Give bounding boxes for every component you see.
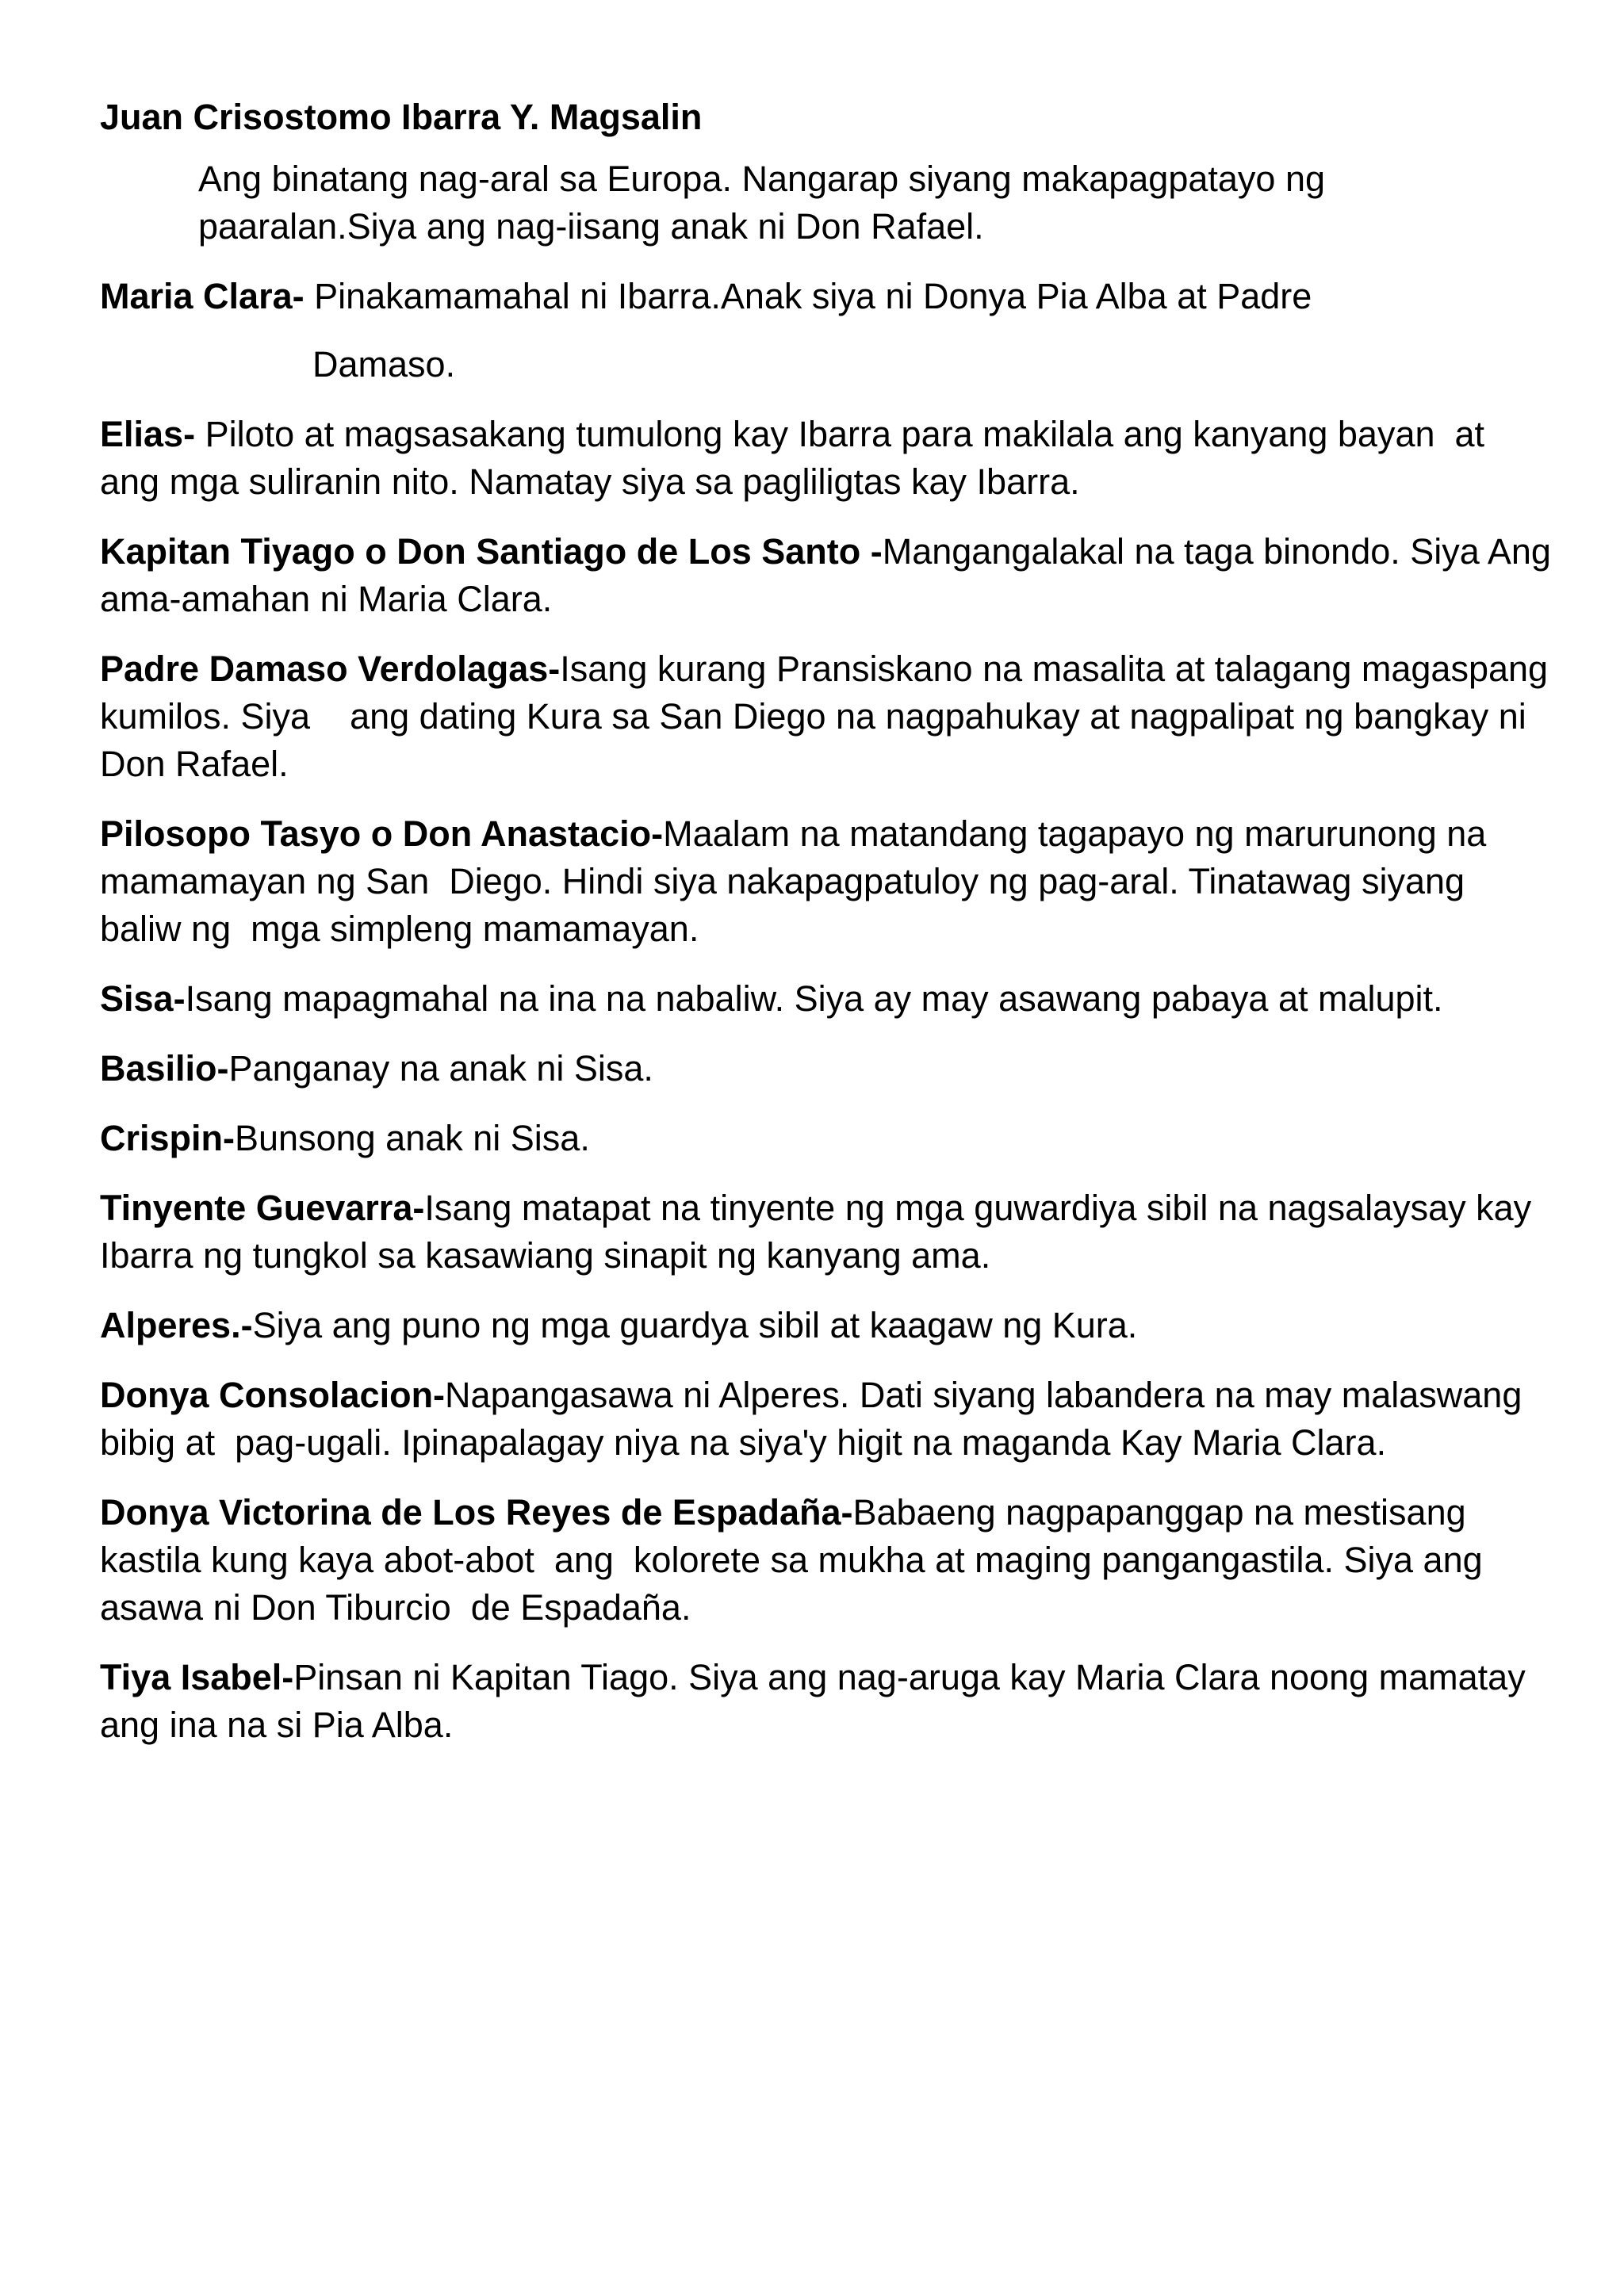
entry-ibarra-description (198, 155, 1551, 251)
entry-sisa-term: Sisa- (100, 978, 186, 1019)
entry-sisa-text: Isang mapagmahal na ina na nabaliw. Siya ay may asawang pabaya at malupit. (185, 978, 1443, 1019)
entry-basilio-term: Basilio- (100, 1048, 229, 1089)
entry-tiya-isabel-term: Tiya Isabel- (100, 1657, 294, 1697)
entry-elias (100, 411, 1551, 506)
entry-sisa (100, 975, 1551, 1023)
entry-crispin-term: Crispin- (100, 1118, 236, 1158)
entry-pilosopo-tasyo-text: Maalam na matandang tagapayo ng marurunong na mamamayan ng San Diego. Hindi siya nakapagpatuloy ng pag-aral. Tinatawag siyang baliw ng mga simpleng mamamayan. (100, 813, 1496, 949)
entry-maria-clara-text-2: Damaso. (312, 344, 456, 385)
entry-tinyente-guevarra (100, 1184, 1551, 1280)
entry-donya-victorina (100, 1489, 1551, 1632)
character-list (100, 94, 1561, 1771)
entry-tinyente-guevarra-term: Tinyente Guevarra- (100, 1188, 425, 1228)
entry-tiya-isabel (100, 1654, 1551, 1749)
entry-alperes (100, 1302, 1551, 1349)
entry-alperes-term: Alperes.- (100, 1305, 253, 1345)
entry-kapitan-tiyago-text: Mangangalakal na taga binondo. Siya Ang ama-amahan ni Maria Clara. (100, 531, 1561, 619)
entry-padre-damaso-term: Padre Damaso Verdolagas- (100, 649, 561, 689)
entry-padre-damaso-text: Isang kurang Pransiskano na masalita at talagang magaspang kumilos. Siya ang dating Kura sa San Diego na nagpahukay at nagpalipat ng bangkay ni Don Rafael. (100, 649, 1558, 784)
entry-maria-clara-term: Maria Clara- (100, 276, 304, 316)
entry-maria-clara-text: Pinakamamahal ni Ibarra.Anak siya ni Donya Pia Alba at Padre (304, 276, 1312, 316)
entry-crispin (100, 1115, 1551, 1162)
entry-basilio (100, 1045, 1551, 1093)
entry-donya-consolacion (100, 1372, 1551, 1467)
entry-kapitan-tiyago (100, 528, 1561, 623)
entry-ibarra-term: Juan Crisostomo Ibarra Y. Magsalin (100, 97, 703, 137)
entry-donya-consolacion-text: Napangasawa ni Alperes. Dati siyang labandera na may malaswang bibig at pag-ugali. Ipinapalagay niya na siya'y higit na maganda Kay Maria Clara. (100, 1375, 1532, 1463)
entry-tinyente-guevarra-text: Isang matapat na tinyente ng mga guwardiya sibil na nagsalaysay kay Ibarra ng tungkol sa kasawiang sinapit ng kanyang ama. (100, 1188, 1542, 1276)
entry-maria-clara (100, 273, 1551, 388)
entry-padre-damaso (100, 645, 1558, 788)
entry-donya-victorina-text: Babaeng nagpapanggap na mestisang kastila kung kaya abot-abot ang kolorete sa mukha at maging pangangastila. Siya ang asawa ni Don Tiburcio de Espadaña. (100, 1492, 1493, 1628)
entry-ibarra-line-1: Ang binatang nag-aral sa Europa. Nangarap siyang makapagpatayo ng (198, 159, 1325, 199)
entry-pilosopo-tasyo-term: Pilosopo Tasyo o Don Anastacio- (100, 813, 664, 854)
entry-alperes-text: Siya ang puno ng mga guardya sibil at kaagaw ng Kura. (252, 1305, 1138, 1345)
entry-donya-victorina-term: Donya Victorina de Los Reyes de Espadaña- (100, 1492, 853, 1533)
entry-crispin-text: Bunsong anak ni Sisa. (235, 1118, 590, 1158)
entry-basilio-text: Panganay na anak ni Sisa. (228, 1048, 653, 1089)
entry-donya-consolacion-term: Donya Consolacion- (100, 1375, 446, 1415)
entry-kapitan-tiyago-term: Kapitan Tiyago o Don Santiago de Los Santo - (100, 531, 883, 572)
entry-tiya-isabel-text: Pinsan ni Kapitan Tiago. Siya ang nag-aruga kay Maria Clara noong mamatay ang ina na si Pia Alba. (100, 1657, 1545, 1745)
entry-elias-text: Piloto at magsasakang tumulong kay Ibarra para makilala ang kanyang bayan at ang mga suliranin nito. Namatay siya sa pagliligtas kay Ibarra. (100, 414, 1495, 502)
entry-elias-term: Elias- (100, 414, 196, 454)
entry-ibarra-line-2: paaralan.Siya ang nag-iisang anak ni Don Rafael. (198, 206, 984, 247)
entry-pilosopo-tasyo (100, 810, 1551, 953)
